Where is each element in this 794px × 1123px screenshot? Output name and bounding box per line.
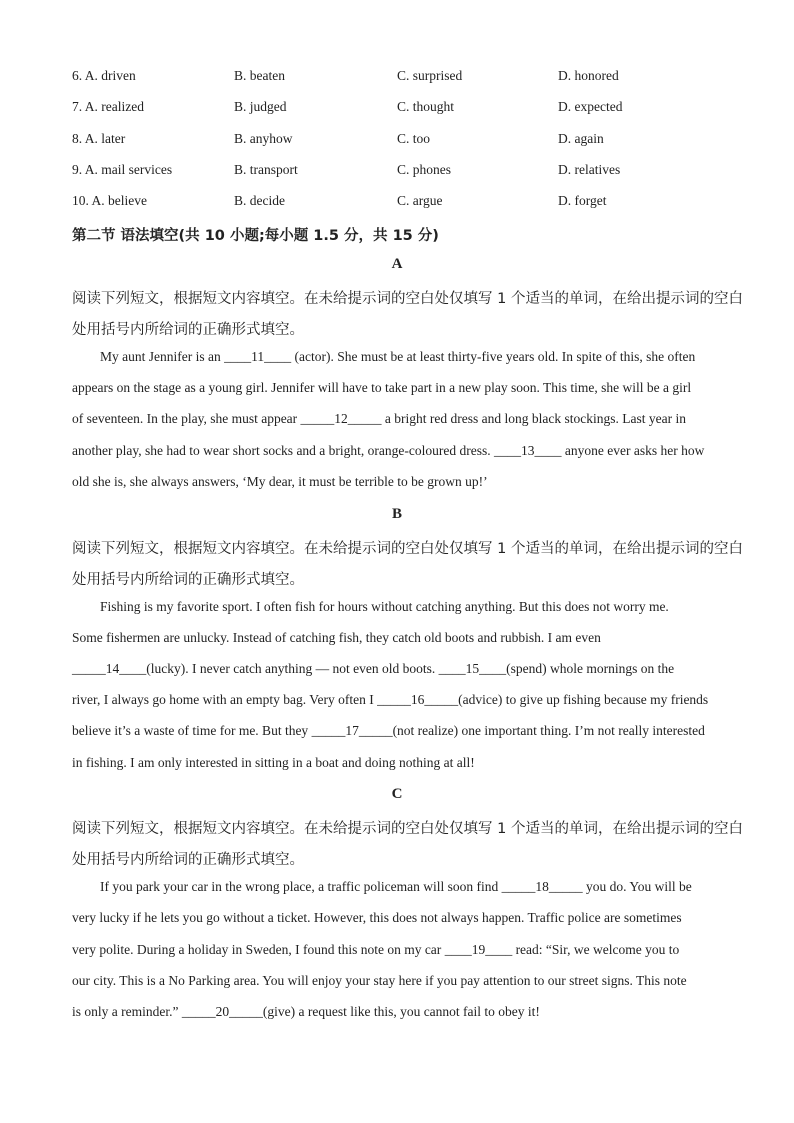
option-b: B. transport xyxy=(234,162,298,177)
passage-b-line-6: in fishing. I am only interested in sitting in a boat and doing nothing at all! xyxy=(72,755,475,770)
instruction-line-2: 处用括号内所给词的正确形式填空。 xyxy=(72,322,304,338)
passage-c-line-4: our city. This is a No Parking area. You will enjoy your stay here if you pay attention to our street signs. This note xyxy=(72,973,687,988)
passage-c-label: C xyxy=(391,786,403,802)
option-row-6 xyxy=(0,68,794,84)
passage-a-line-1: My aunt Jennifer is an ____11____ (actor). She must be at least thirty-five years old. In spite of this, she often xyxy=(100,349,696,364)
blank-14: _____14____ xyxy=(72,661,147,676)
option-a: 6. A. driven xyxy=(72,68,136,83)
passage-a-line-5: old she is, she always answers, ‘My dear, it must be terrible to be grown up!’ xyxy=(72,474,488,489)
option-b: B. judged xyxy=(234,99,287,114)
option-a: 8. A. later xyxy=(72,131,126,146)
option-row-8 xyxy=(0,131,794,147)
blank-19: ____19____ xyxy=(444,942,513,957)
blank-17: _____17_____ xyxy=(311,723,393,738)
option-c: C. thought xyxy=(397,99,455,114)
option-c: C. phones xyxy=(397,162,451,177)
passage-b-label: B xyxy=(391,506,402,522)
option-d: D. expected xyxy=(558,99,623,114)
option-d: D. honored xyxy=(558,68,619,83)
option-a: 10. A. believe xyxy=(72,193,147,208)
passage-a-line-4: another play, she had to wear short socks and a bright, orange-coloured dress. ____13____ anyone ever asks her how xyxy=(72,443,705,458)
instruction-line-1: 阅读下列短文，根据短文内容填空。在未给提示词的空白处仅填写 1 个适当的单词，在给出提示词的空白 xyxy=(72,291,743,307)
passage-c-line-1: If you park your car in the wrong place, a traffic policeman will soon find _____18_____ you do. You will be xyxy=(100,879,692,894)
passage-c-line-5: is only a reminder.” _____20_____(give) a request like this, you cannot fail to obey it! xyxy=(72,1004,540,1019)
blank-18: _____18_____ xyxy=(501,879,583,894)
blank-11: ____11____ xyxy=(224,349,292,364)
option-b: B. anyhow xyxy=(234,131,293,146)
blank-15: ____15____ xyxy=(438,661,507,676)
instruction-line-2: 处用括号内所给词的正确形式填空。 xyxy=(72,852,304,868)
option-d: D. forget xyxy=(558,193,607,208)
blank-12: _____12_____ xyxy=(300,411,382,426)
instruction-line-2: 处用括号内所给词的正确形式填空。 xyxy=(72,572,304,588)
option-row-10 xyxy=(0,193,794,209)
blank-20: _____20_____ xyxy=(181,1004,263,1019)
passage-b-line-5: believe it’s a waste of time for me. But they _____17_____(not realize) one important thing. I’m not really interested xyxy=(72,723,705,738)
option-c: C. too xyxy=(397,131,431,146)
section-heading: 第二节 语法填空(共 10 小题;每小题 1.5 分，共 15 分) xyxy=(72,228,439,244)
option-c: C. argue xyxy=(397,193,443,208)
option-d: D. relatives xyxy=(558,162,621,177)
blank-16: _____16_____ xyxy=(377,692,459,707)
option-b: B. beaten xyxy=(234,68,285,83)
passage-a-label: A xyxy=(391,256,403,272)
instruction-line-1: 阅读下列短文，根据短文内容填空。在未给提示词的空白处仅填写 1 个适当的单词，在给出提示词的空白 xyxy=(72,541,743,557)
passage-b-line-2: Some fishermen are unlucky. Instead of catching fish, they catch old boots and rubbish. I am even xyxy=(72,630,601,645)
option-a: 9. A. mail services xyxy=(72,162,173,177)
passage-a-line-3: of seventeen. In the play, she must appear _____12_____ a bright red dress and long black stockings. Last year in xyxy=(72,411,686,426)
passage-c-line-2: very lucky if he lets you go without a ticket. However, this does not always happen. Traffic police are sometimes xyxy=(72,910,682,925)
passage-b-line-4: river, I always go home with an empty bag. Very often I _____16_____(advice) to give up fishing because my friends xyxy=(72,692,709,707)
passage-c-line-3: very polite. During a holiday in Sweden, I found this note on my car ____19____ read: “Sir, we welcome you to xyxy=(72,942,680,957)
blank-13: ____13____ xyxy=(494,443,562,458)
option-row-7 xyxy=(0,99,794,115)
option-d: D. again xyxy=(558,131,604,146)
option-a: 7. A. realized xyxy=(72,99,144,114)
option-c: C. surprised xyxy=(397,68,463,83)
option-row-9 xyxy=(0,162,794,178)
instruction-line-1: 阅读下列短文，根据短文内容填空。在未给提示词的空白处仅填写 1 个适当的单词，在给出提示词的空白 xyxy=(72,821,743,837)
option-b: B. decide xyxy=(234,193,285,208)
passage-b-line-1: Fishing is my favorite sport. I often fish for hours without catching anything. But this does not worry me. xyxy=(100,599,669,614)
passage-a-line-2: appears on the stage as a young girl. Jennifer will have to take part in a new play soon. This time, she will be a girl xyxy=(72,380,692,395)
passage-b-line-3: _____14____(lucky). I never catch anything — not even old boots. ____15____(spend) whole mornings on the xyxy=(72,661,675,676)
